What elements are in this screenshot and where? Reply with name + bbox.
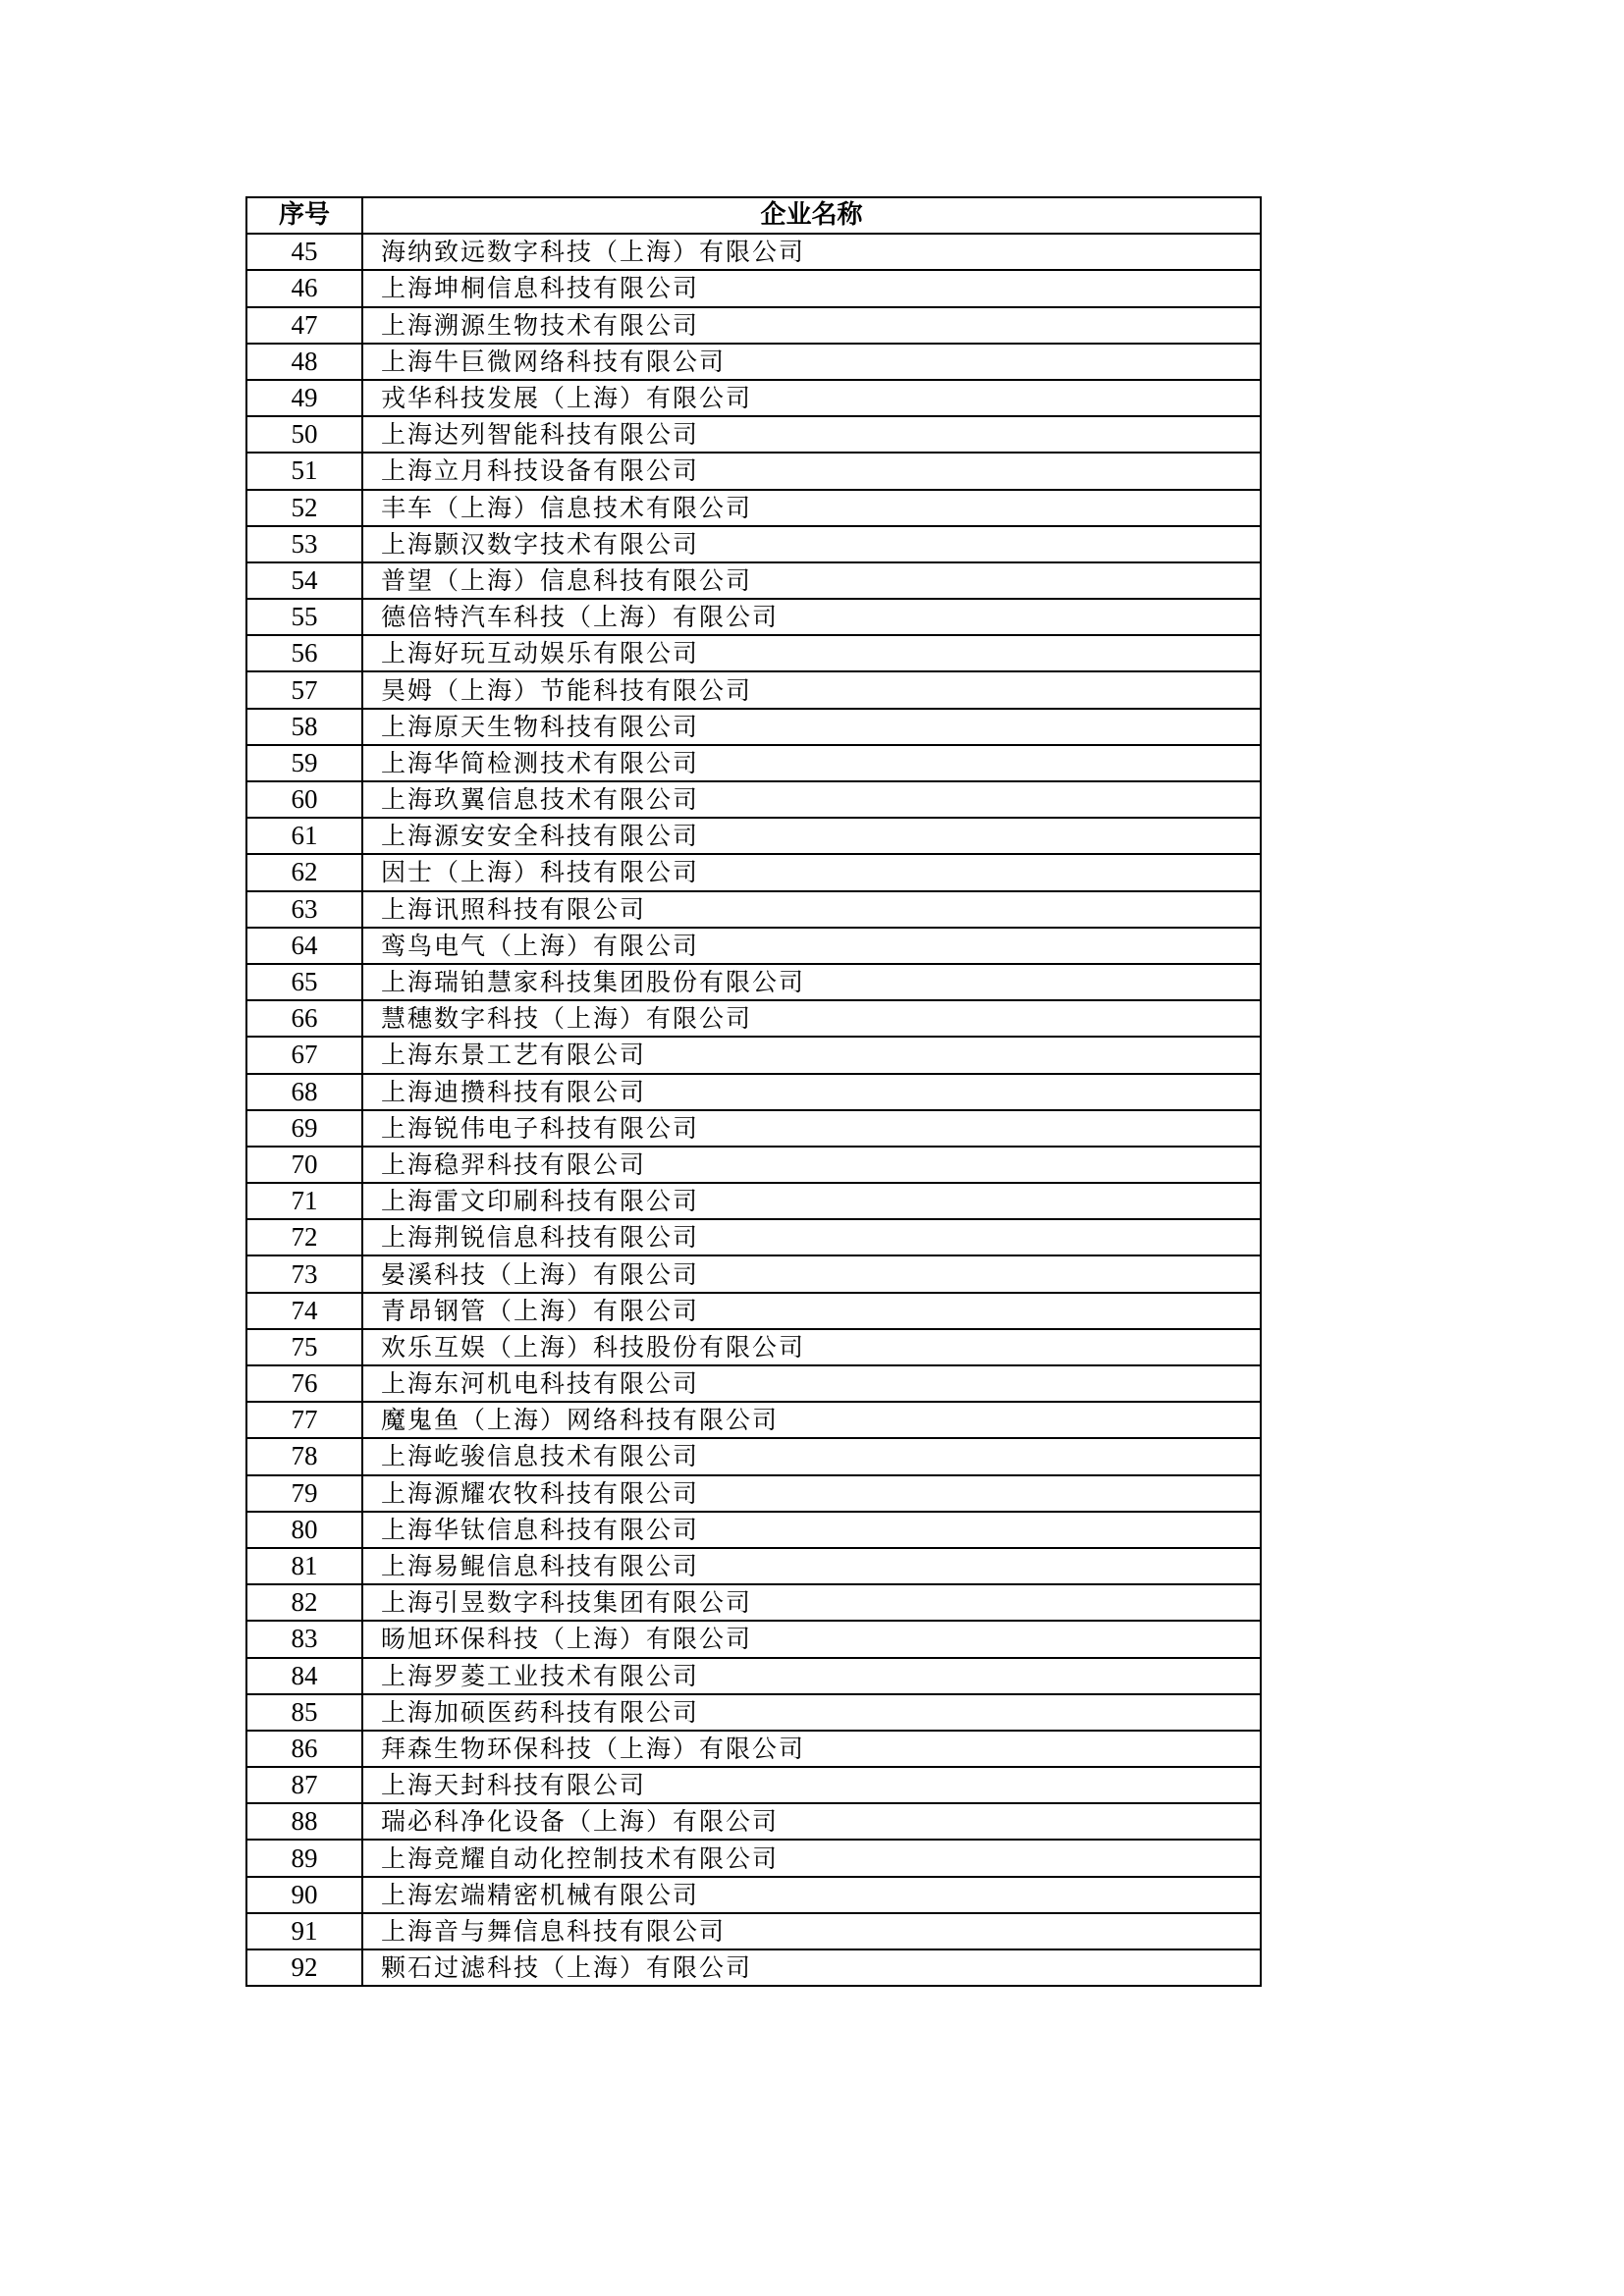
serial-number-cell: 88 (246, 1803, 362, 1840)
company-name-cell: 魔鬼鱼（上海）网络科技有限公司 (362, 1402, 1261, 1438)
serial-number-cell: 83 (246, 1621, 362, 1657)
serial-number-cell: 92 (246, 1949, 362, 1986)
serial-number-cell: 85 (246, 1694, 362, 1731)
table-row (246, 635, 1261, 671)
serial-number-cell: 74 (246, 1293, 362, 1329)
table-row (246, 1219, 1261, 1255)
company-name-cell: 颗石过滤科技（上海）有限公司 (362, 1949, 1261, 1986)
table-row (246, 307, 1261, 344)
table-row (246, 490, 1261, 526)
serial-number-cell: 71 (246, 1183, 362, 1219)
table-row (246, 344, 1261, 380)
table-row (246, 1293, 1261, 1329)
serial-number-cell: 73 (246, 1255, 362, 1292)
company-name-cell: 晏溪科技（上海）有限公司 (362, 1255, 1261, 1292)
company-name-cell: 德倍特汽车科技（上海）有限公司 (362, 599, 1261, 635)
table-body (246, 234, 1261, 1986)
header-serial-number: 序号 (246, 197, 362, 234)
serial-number-cell: 66 (246, 1000, 362, 1037)
table-row (246, 745, 1261, 781)
company-name-cell: 上海屹骏信息技术有限公司 (362, 1438, 1261, 1474)
company-name-cell: 上海达列智能科技有限公司 (362, 416, 1261, 453)
company-name-cell: 丰车（上海）信息技术有限公司 (362, 490, 1261, 526)
serial-number-cell: 68 (246, 1074, 362, 1110)
serial-number-cell: 54 (246, 562, 362, 599)
table-row (246, 1548, 1261, 1584)
serial-number-cell: 65 (246, 964, 362, 1000)
serial-number-cell: 57 (246, 671, 362, 708)
company-list-table (245, 196, 1262, 1987)
company-name-cell: 上海天封科技有限公司 (362, 1767, 1261, 1803)
serial-number-cell: 78 (246, 1438, 362, 1474)
table-header-row (246, 197, 1261, 234)
serial-number-cell: 58 (246, 709, 362, 745)
table-row (246, 818, 1261, 854)
table-row (246, 1147, 1261, 1183)
table-row (246, 1000, 1261, 1037)
company-name-cell: 上海牛巨微网络科技有限公司 (362, 344, 1261, 380)
company-name-cell: 欢乐互娱（上海）科技股份有限公司 (362, 1329, 1261, 1365)
table-row (246, 671, 1261, 708)
company-name-cell: 瑞必科净化设备（上海）有限公司 (362, 1803, 1261, 1840)
table-row (246, 1110, 1261, 1147)
table-row (246, 526, 1261, 562)
table-row (246, 1913, 1261, 1949)
table-row (246, 1840, 1261, 1876)
table-row (246, 1074, 1261, 1110)
serial-number-cell: 84 (246, 1658, 362, 1694)
company-name-cell: 上海东景工艺有限公司 (362, 1037, 1261, 1073)
serial-number-cell: 53 (246, 526, 362, 562)
table-row (246, 599, 1261, 635)
table-row (246, 1803, 1261, 1840)
company-name-cell: 上海源耀农牧科技有限公司 (362, 1475, 1261, 1512)
serial-number-cell: 45 (246, 234, 362, 270)
company-name-cell: 海纳致远数字科技（上海）有限公司 (362, 234, 1261, 270)
serial-number-cell: 51 (246, 453, 362, 489)
serial-number-cell: 47 (246, 307, 362, 344)
company-name-cell: 上海竞耀自动化控制技术有限公司 (362, 1840, 1261, 1876)
serial-number-cell: 50 (246, 416, 362, 453)
company-name-cell: 慧穗数字科技（上海）有限公司 (362, 1000, 1261, 1037)
serial-number-cell: 79 (246, 1475, 362, 1512)
company-name-cell: 普望（上海）信息科技有限公司 (362, 562, 1261, 599)
table-row (246, 1475, 1261, 1512)
company-name-cell: 鸾鸟电气（上海）有限公司 (362, 928, 1261, 964)
table-row (246, 781, 1261, 818)
table-row (246, 1621, 1261, 1657)
serial-number-cell: 61 (246, 818, 362, 854)
table-row (246, 1658, 1261, 1694)
table-row (246, 928, 1261, 964)
table-row (246, 1949, 1261, 1986)
serial-number-cell: 60 (246, 781, 362, 818)
table-row (246, 1767, 1261, 1803)
company-name-cell: 上海坤桐信息科技有限公司 (362, 270, 1261, 306)
company-name-cell: 拜森生物环保科技（上海）有限公司 (362, 1731, 1261, 1767)
serial-number-cell: 63 (246, 891, 362, 928)
company-name-cell: 昊姆（上海）节能科技有限公司 (362, 671, 1261, 708)
company-name-cell: 上海华钛信息科技有限公司 (362, 1512, 1261, 1548)
company-name-cell: 上海罗菱工业技术有限公司 (362, 1658, 1261, 1694)
serial-number-cell: 75 (246, 1329, 362, 1365)
table-row (246, 1877, 1261, 1913)
serial-number-cell: 87 (246, 1767, 362, 1803)
company-name-cell: 上海原天生物科技有限公司 (362, 709, 1261, 745)
table-row (246, 416, 1261, 453)
serial-number-cell: 59 (246, 745, 362, 781)
table-row (246, 1694, 1261, 1731)
serial-number-cell: 80 (246, 1512, 362, 1548)
company-name-cell: 上海稳羿科技有限公司 (362, 1147, 1261, 1183)
company-name-cell: 上海源安安全科技有限公司 (362, 818, 1261, 854)
serial-number-cell: 72 (246, 1219, 362, 1255)
company-name-cell: 上海引昱数字科技集团有限公司 (362, 1584, 1261, 1621)
company-name-cell: 上海玖翼信息技术有限公司 (362, 781, 1261, 818)
company-name-cell: 上海东河机电科技有限公司 (362, 1365, 1261, 1402)
company-name-cell: 因士（上海）科技有限公司 (362, 854, 1261, 890)
table-row (246, 270, 1261, 306)
serial-number-cell: 82 (246, 1584, 362, 1621)
table-row (246, 1183, 1261, 1219)
company-name-cell: 上海颢汉数字技术有限公司 (362, 526, 1261, 562)
serial-number-cell: 86 (246, 1731, 362, 1767)
company-name-cell: 上海华简检测技术有限公司 (362, 745, 1261, 781)
serial-number-cell: 49 (246, 380, 362, 416)
serial-number-cell: 67 (246, 1037, 362, 1073)
table-row (246, 1438, 1261, 1474)
table-row (246, 1512, 1261, 1548)
table-row (246, 964, 1261, 1000)
serial-number-cell: 69 (246, 1110, 362, 1147)
serial-number-cell: 56 (246, 635, 362, 671)
table-row (246, 854, 1261, 890)
company-name-cell: 上海立月科技设备有限公司 (362, 453, 1261, 489)
serial-number-cell: 55 (246, 599, 362, 635)
company-name-cell: 上海好玩互动娱乐有限公司 (362, 635, 1261, 671)
serial-number-cell: 77 (246, 1402, 362, 1438)
table-row (246, 1584, 1261, 1621)
table-row (246, 709, 1261, 745)
header-company-name: 企业名称 (362, 197, 1261, 234)
serial-number-cell: 81 (246, 1548, 362, 1584)
table-row (246, 453, 1261, 489)
serial-number-cell: 48 (246, 344, 362, 380)
company-name-cell: 上海雷文印刷科技有限公司 (362, 1183, 1261, 1219)
serial-number-cell: 91 (246, 1913, 362, 1949)
table-row (246, 1731, 1261, 1767)
company-name-cell: 上海锐伟电子科技有限公司 (362, 1110, 1261, 1147)
company-name-cell: 上海荆锐信息科技有限公司 (362, 1219, 1261, 1255)
serial-number-cell: 46 (246, 270, 362, 306)
table-row (246, 1255, 1261, 1292)
serial-number-cell: 62 (246, 854, 362, 890)
serial-number-cell: 64 (246, 928, 362, 964)
table-row (246, 1365, 1261, 1402)
company-name-cell: 戎华科技发展（上海）有限公司 (362, 380, 1261, 416)
serial-number-cell: 90 (246, 1877, 362, 1913)
serial-number-cell: 76 (246, 1365, 362, 1402)
table-row (246, 1329, 1261, 1365)
company-name-cell: 上海瑞铂慧家科技集团股份有限公司 (362, 964, 1261, 1000)
company-name-cell: 上海音与舞信息科技有限公司 (362, 1913, 1261, 1949)
company-name-cell: 上海加硕医药科技有限公司 (362, 1694, 1261, 1731)
serial-number-cell: 70 (246, 1147, 362, 1183)
table-row (246, 1402, 1261, 1438)
company-name-cell: 青昂钢管（上海）有限公司 (362, 1293, 1261, 1329)
company-name-cell: 旸旭环保科技（上海）有限公司 (362, 1621, 1261, 1657)
table-row (246, 380, 1261, 416)
table-row (246, 1037, 1261, 1073)
company-name-cell: 上海溯源生物技术有限公司 (362, 307, 1261, 344)
company-name-cell: 上海迪攒科技有限公司 (362, 1074, 1261, 1110)
serial-number-cell: 89 (246, 1840, 362, 1876)
serial-number-cell: 52 (246, 490, 362, 526)
table-row (246, 234, 1261, 270)
company-name-cell: 上海易鲲信息科技有限公司 (362, 1548, 1261, 1584)
table-row (246, 891, 1261, 928)
table-row (246, 562, 1261, 599)
company-name-cell: 上海宏端精密机械有限公司 (362, 1877, 1261, 1913)
company-name-cell: 上海讯照科技有限公司 (362, 891, 1261, 928)
